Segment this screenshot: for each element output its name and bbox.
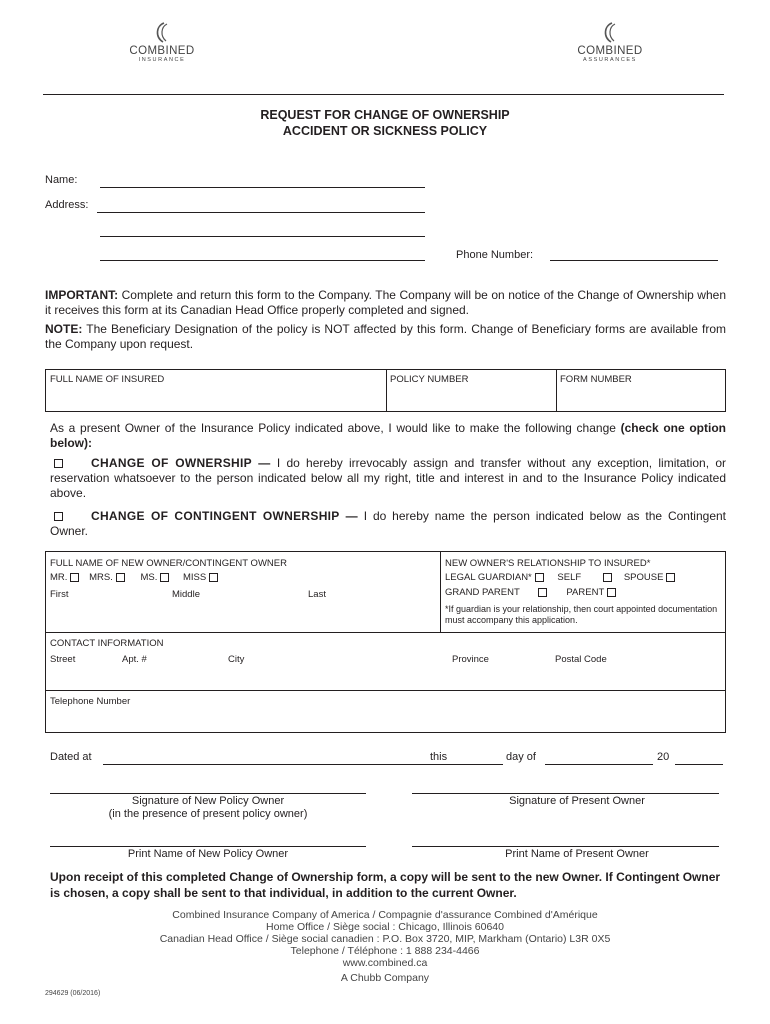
- legal-guardian-checkbox[interactable]: [535, 573, 544, 582]
- self-label: SELF: [557, 572, 582, 583]
- grand-parent-label: GRAND PARENT: [445, 587, 520, 598]
- footer-line4: Telephone / Téléphone : 1 888 234-4466: [290, 945, 480, 957]
- new-owner-heading: FULL NAME OF NEW OWNER/CONTINGENT OWNER: [50, 558, 287, 569]
- important-text: Complete and return this form to the Company. The Company will be on notice of the Change of Ownership when it receives this form at its Canadian Head Office properly completed and signed.: [45, 288, 726, 317]
- phone-field[interactable]: [550, 260, 718, 261]
- logo-right: [555, 22, 665, 64]
- mrs-checkbox[interactable]: [116, 573, 125, 582]
- page-title: [0, 107, 770, 139]
- form-code: 294629 (06/2016): [45, 990, 101, 997]
- insured-name-input[interactable]: [46, 387, 385, 411]
- contact-heading: CONTACT INFORMATION: [50, 638, 164, 649]
- miss-checkbox[interactable]: [209, 573, 218, 582]
- present-owner-signature-label: Signature of Present Owner: [509, 795, 645, 807]
- first-name-label: First: [50, 589, 69, 600]
- ms-checkbox[interactable]: [160, 573, 169, 582]
- legal-guardian-label: LEGAL GUARDIAN*: [445, 572, 532, 583]
- intro-bold: (check one option below):: [50, 421, 726, 450]
- option2-title: CHANGE OF CONTINGENT OWNERSHIP —: [91, 509, 358, 523]
- new-owner-sig-text: Signature of New Policy Owner: [131, 795, 285, 807]
- present-owner-signature-line[interactable]: [412, 793, 719, 794]
- last-name-label: Last: [308, 589, 326, 600]
- logo-left: [107, 22, 217, 64]
- logo-left-brand: COMBINED: [129, 45, 195, 57]
- address-field-2[interactable]: [100, 236, 425, 237]
- intro-text: [50, 421, 726, 451]
- header-rule: [43, 94, 724, 95]
- ms-label: MS.: [140, 572, 158, 583]
- phone-label: Phone Number:: [456, 249, 534, 261]
- salutation-row: [50, 572, 221, 583]
- address-field-1[interactable]: [97, 212, 425, 213]
- dated-row: [50, 751, 726, 767]
- this-label: this: [430, 751, 448, 763]
- logo-right-brand: COMBINED: [577, 45, 643, 57]
- footer-website[interactable]: www.combined.ca: [342, 957, 428, 969]
- contact-divider: [45, 690, 726, 691]
- spouse-checkbox[interactable]: [666, 573, 675, 582]
- footer-chubb: A Chubb Company: [340, 972, 430, 984]
- important-notice: [45, 288, 726, 318]
- new-owner-signature-label: [50, 795, 366, 821]
- footer-line2: Home Office / Siège social : Chicago, Illinois 60640: [266, 921, 504, 933]
- day-of-label: day of: [506, 751, 536, 763]
- change-ownership-checkbox[interactable]: [54, 459, 63, 468]
- telephone-label: Telephone Number: [50, 696, 131, 707]
- grand-parent-checkbox[interactable]: [538, 588, 547, 597]
- year-field[interactable]: [675, 764, 723, 765]
- relationship-row-2: [445, 587, 619, 598]
- mr-label: MR.: [50, 572, 68, 583]
- new-owner-print-label: Print Name of New Policy Owner: [127, 848, 289, 860]
- dated-at-label: Dated at: [50, 751, 92, 763]
- logo-left-sub: INSURANCE: [138, 57, 186, 63]
- apt-label: Apt. #: [122, 654, 147, 665]
- mr-checkbox[interactable]: [70, 573, 79, 582]
- middle-name-label: Middle: [172, 589, 200, 600]
- day-field[interactable]: [455, 764, 503, 765]
- address-label: Address:: [45, 199, 89, 211]
- footer-line3: Canadian Head Office / Siège social canadien : P.O. Box 3720, MIP, Markham (Ontario) L3R 0X5: [159, 933, 611, 945]
- present-owner-print-line[interactable]: [412, 846, 719, 847]
- option-change-contingent: [50, 509, 726, 539]
- option1-title: CHANGE OF OWNERSHIP —: [91, 456, 271, 470]
- combined-swoosh-icon: [598, 22, 622, 44]
- parent-checkbox[interactable]: [607, 588, 616, 597]
- policy-number-header: POLICY NUMBER: [390, 374, 469, 385]
- spouse-label: SPOUSE: [623, 572, 664, 583]
- logo-right-sub: ASSURANCES: [583, 57, 637, 63]
- receipt-notice: Upon receipt of this completed Change of Ownership form, a copy will be sent to the new Owner. If Contingent Owner is chosen, a copy shall be sent to that individual, in addition to the current Owner.: [50, 870, 721, 900]
- insured-name-header: FULL NAME OF INSURED: [50, 374, 165, 385]
- parent-label: PARENT: [566, 587, 605, 598]
- option1-text: I do hereby irrevocably assign and transfer without any exception, limitation, or reservation whatsoever to the person indicated below all my right, title and interest in and to the Insurance Policy indicated above.: [50, 456, 726, 500]
- province-label: Province: [452, 654, 489, 665]
- intro-body: As a present Owner of the Insurance Policy indicated above, I would like to make the following change: [50, 421, 616, 435]
- new-owner-sig-subtext: (in the presence of present policy owner): [108, 808, 308, 820]
- postal-code-label: Postal Code: [555, 654, 607, 665]
- new-owner-divider: [440, 551, 441, 633]
- note-text: The Beneficiary Designation of the policy is NOT affected by this form. Change of Beneficiary forms are available from the Company upon request.: [45, 322, 726, 351]
- miss-label: MISS: [182, 572, 207, 583]
- change-contingent-checkbox[interactable]: [54, 512, 63, 521]
- option2-text: I do hereby name the person indicated below as the Contingent Owner.: [50, 509, 727, 538]
- relationship-heading: NEW OWNER'S RELATIONSHIP TO INSURED*: [445, 558, 651, 569]
- new-owner-print-line[interactable]: [50, 846, 366, 847]
- important-label: IMPORTANT:: [45, 288, 119, 302]
- present-owner-print-label: Print Name of Present Owner: [505, 848, 649, 860]
- note-notice: [45, 322, 726, 352]
- title-line1: REQUEST FOR CHANGE OF OWNERSHIP: [260, 108, 510, 122]
- name-field[interactable]: [100, 187, 425, 188]
- name-label: Name:: [45, 174, 78, 186]
- address-field-3[interactable]: [100, 260, 425, 261]
- dated-at-field[interactable]: [103, 764, 475, 765]
- policy-number-input[interactable]: [387, 387, 555, 411]
- title-line2: ACCIDENT OR SICKNESS POLICY: [282, 124, 488, 138]
- footer-line1: Combined Insurance Company of America / Compagnie d'assurance Combined d'Amérique: [172, 909, 598, 921]
- form-number-input[interactable]: [557, 387, 725, 411]
- relationship-row-1: [445, 572, 678, 583]
- self-checkbox[interactable]: [603, 573, 612, 582]
- city-label: City: [228, 654, 245, 665]
- street-label: Street: [50, 654, 76, 665]
- guardian-note: *If guardian is your relationship, then court appointed documentation must accompany this application.: [445, 604, 718, 625]
- month-field[interactable]: [545, 764, 653, 765]
- option-change-ownership: [50, 456, 726, 501]
- note-label: NOTE:: [45, 322, 83, 336]
- mrs-label: MRS.: [89, 572, 113, 583]
- year-prefix-label: 20: [657, 751, 670, 763]
- new-owner-signature-line[interactable]: [50, 793, 366, 794]
- form-number-header: FORM NUMBER: [560, 374, 632, 385]
- combined-swoosh-icon: [150, 22, 174, 44]
